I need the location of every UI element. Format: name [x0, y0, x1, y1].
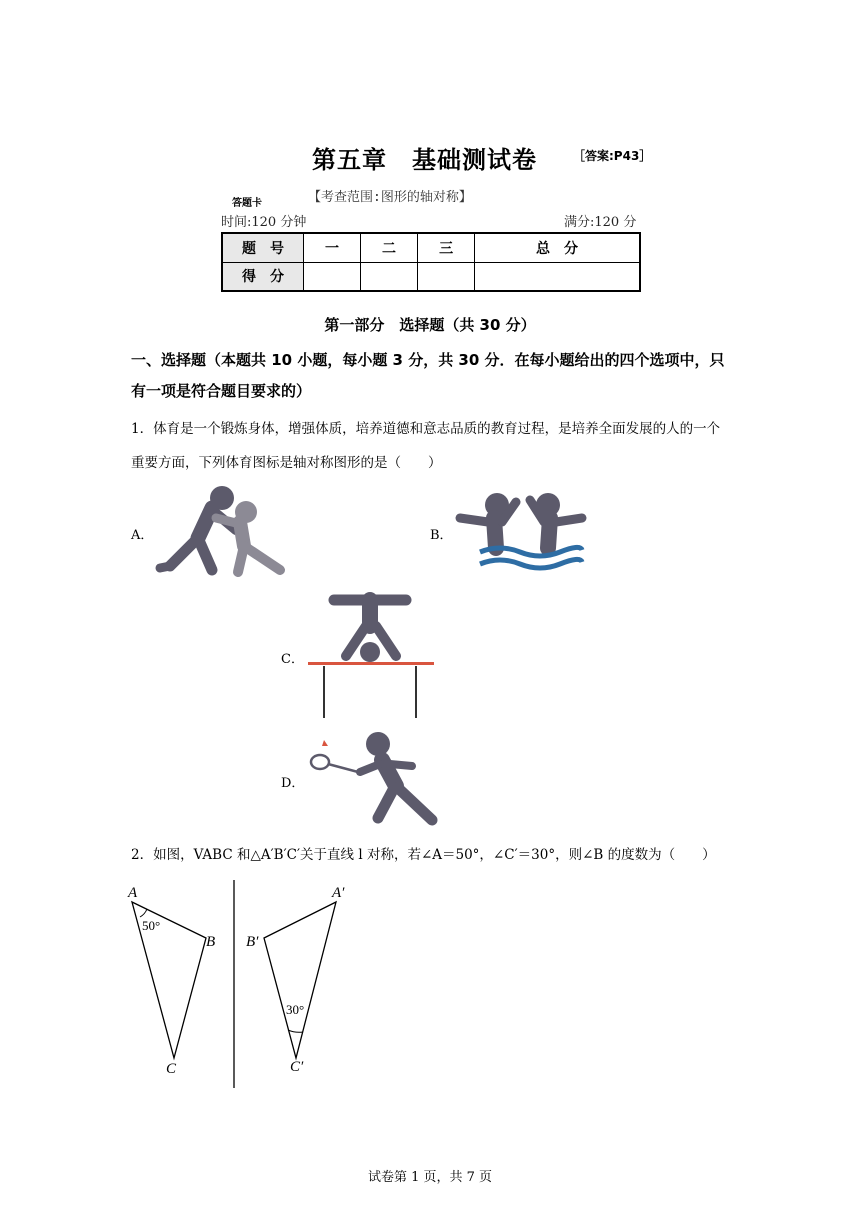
- score-table-score-row: [222, 262, 640, 291]
- time-limit: 时间:120 分钟: [221, 215, 307, 230]
- score-table-cell: 二: [361, 233, 418, 262]
- gymnastics-icon: [300, 590, 440, 720]
- full-score: 满分:120 分: [564, 215, 637, 230]
- page-title: 第五章 基础测试卷: [312, 146, 537, 174]
- exam-scope: 【考查范围:图形的轴对称】: [308, 190, 472, 205]
- answer-card-label: 答题卡: [232, 198, 262, 209]
- triangle-a2b2c2: [264, 902, 336, 1058]
- badminton-icon: [300, 728, 445, 828]
- score-blank-cell: [304, 262, 361, 291]
- score-table-header-row: [222, 233, 640, 262]
- angle-a-value: 50°: [142, 918, 161, 933]
- label-a: A: [128, 885, 138, 901]
- answer-reference: ［答案:P43］: [573, 149, 652, 163]
- water-polo-icon: [452, 488, 592, 578]
- score-table-cell: 一: [304, 233, 361, 262]
- score-table-cell: 总 分: [475, 233, 640, 262]
- angle-c2-arc: [288, 1030, 303, 1032]
- wrestling-icon: [150, 480, 290, 580]
- score-table-cell: 题 号: [222, 233, 304, 262]
- label-b: B: [206, 934, 216, 950]
- label-b-prime: B′: [246, 934, 259, 950]
- score-table-cell: 三: [418, 233, 475, 262]
- angle-c2-value: 30°: [286, 1002, 305, 1017]
- score-blank-cell: [418, 262, 475, 291]
- option-b-label: B．: [430, 528, 453, 543]
- option-d-label: D．: [281, 776, 305, 791]
- label-a-prime: A′: [332, 885, 345, 901]
- question-1-text: 1．体育是一个锻炼身体，增强体质，培养道德和意志品质的教育过程，是培养全面发展的人的一个重要方面，下列体育图标是轴对称图形的是（ ）: [131, 421, 721, 471]
- score-blank-cell: [361, 262, 418, 291]
- page-footer: 试卷第 1 页，共 7 页: [367, 1170, 493, 1185]
- triangle-figure: [120, 880, 360, 1090]
- label-c-prime: C′: [290, 1059, 304, 1075]
- option-c-label: C．: [281, 652, 304, 667]
- label-c: C: [166, 1061, 177, 1077]
- part-title: 第一部分 选择题（共 30 分）: [324, 316, 536, 334]
- question-2-text: 2．如图，VABC 和△A′B′C′关于直线 l 对称，若∠A＝50°，∠C′＝30°，则∠B 的度数为（ ）: [131, 847, 716, 863]
- option-a-label: A．: [131, 528, 154, 543]
- angle-a-arc: [140, 909, 147, 917]
- section-title: 一、选择题（本题共 10 小题，每小题 3 分，共 30 分．在每小题给出的四个选项中，只有一项是符合题目要求的）: [131, 351, 725, 400]
- score-table-cell: 得 分: [222, 262, 304, 291]
- score-table: [221, 232, 641, 292]
- score-blank-cell: [475, 262, 640, 291]
